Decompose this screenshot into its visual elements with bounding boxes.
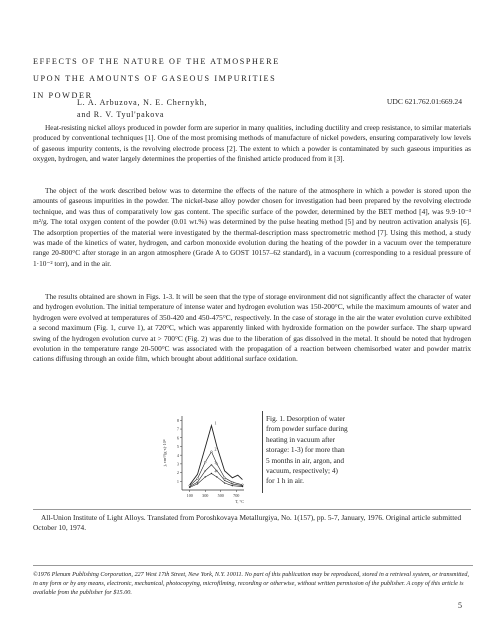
page-number: 5 <box>458 601 462 610</box>
paragraph-intro: Heat-resisting nickel alloys produced in powder form are superior in many qualities, including ductility and creep resistance, to similar materials produced by conventional techniques [1]. One of the most promising methods of manufacture of nickel powders, ensuring comparatively low levels of gaseous impurity contents, is the revolving electrode process [2]. The extent to which a powder is contaminated by such gaseous impurities as oxygen, hydrogen, and water largely determines the properties of the finished article produced from it [3]. <box>33 123 471 164</box>
series-label: 4 <box>214 468 217 474</box>
data-point <box>211 451 213 453</box>
data-point <box>205 476 206 477</box>
title-line-2: UPON THE AMOUNTS OF GASEOUS IMPURITIES <box>33 74 277 83</box>
series-label: 3 <box>214 459 217 465</box>
udc-code: UDC 621.762.01:669.24 <box>386 97 462 106</box>
title-line-3: IN POWDER <box>33 91 93 100</box>
y-tick-label: 5 <box>176 444 179 450</box>
series-label: 1 <box>214 420 217 426</box>
data-point <box>224 477 226 479</box>
x-tick-label: 700 <box>233 493 240 498</box>
copyright-notice: ©1976 Plenum Publishing Corporation, 227 West 17th Street, New York, N.Y. 10011. No part of this publication may be reproduced, stored in a retrieval system, or transmitted, in any form or by any means, electronic, mechanical, photocopying, microfilming, recording or otherwise, without written permission of the publisher. A copy of this article is available from the publisher for $15.00. <box>33 565 473 598</box>
data-point <box>197 478 199 480</box>
data-point <box>197 483 198 484</box>
y-tick-label: 6 <box>176 435 179 441</box>
data-point <box>204 461 206 463</box>
authors <box>77 97 207 121</box>
y-tick-label: 3 <box>176 461 179 467</box>
series-line-1 <box>190 426 243 485</box>
data-point <box>189 487 190 488</box>
y-tick-label: 8 <box>176 417 179 423</box>
data-point <box>211 473 212 474</box>
data-point <box>232 485 233 486</box>
data-point <box>242 486 243 487</box>
figure-caption: Fig. 1. Desorption of water from powder surface during heating in vacuum after storage: 1-3) for more than 5 months in air, argon, and vacuum, respectively; 4) for 1 h in air. <box>266 414 348 486</box>
data-point <box>224 482 225 483</box>
x-tick-label: 300 <box>202 493 209 498</box>
y-axis-label: j, cm³/(g·s)·10⁸ <box>162 439 167 467</box>
y-tick-label: 2 <box>176 470 179 476</box>
series-label: 2 <box>214 446 217 452</box>
title-line-1: EFFECTS OF THE NATURE OF THE ATMOSPHERE <box>33 57 280 66</box>
y-tick-label: 7 <box>176 426 179 432</box>
paragraph-results: The results obtained are shown in Figs. 1-3. It will be seen that the type of storage environment did not significantly affect the character of water and hydrogen evolution. The initial temperature of intense water and hydrogen evolution was 150-200°C, while the maximum amounts of water and hydrogen were evolved at temperatures of 350-420 and 450-475°C, respectively. In the case of storage in the air the water evolution curve exhibited a second maximum (Fig. 1, curve 1), at 720°C, which was apparently linked with hydroxide formation on the powder surface. The sharp upward swing of the hydrogen evolution curve at > 700°C (Fig. 2) was due to the liberation of gas dissolved in the metal. It should be noted that hydrogen evolution in the temperature range 20-500°C was associated with the propagation of a reaction between chemisorbed water and powder matrix cations diffusing through an oxide film, which brought about additional surface oxidation. <box>33 292 471 364</box>
series-line-4 <box>190 473 243 487</box>
caption-divider <box>262 411 263 493</box>
data-point <box>231 481 233 483</box>
y-tick-label: 1 <box>176 478 179 484</box>
data-point <box>216 476 217 477</box>
x-tick-label: 500 <box>217 493 224 498</box>
paragraph-method: The object of the work described below was to determine the effects of the nature of the atmosphere in which a powder is stored upon the amounts of gaseous impurities in the powder. The nickel-base alloy powder chosen for investigation had been prepared by the revolving electrode technique, and was thus of comparatively low gas content. The specific surface of the powder, determined by the BET method [4], was 9.9·10⁻³ m²/g. The total oxygen content of the powder (0.01 wt.%) was determined by the pulse heating method [5] and by neutron activation analysis [6]. The adsorption properties of the material were investigated by the thermal-description mass spectrometric method [7]. Using this method, a study was made of the kinetics of water, hydrogen, and carbon monoxide evolution during the heating of the powder in a vacuum over the temperature range 20-800°C after storage in an argon atmosphere (Grade A to GOST 10157–62 standard), in a vacuum (corresponding to a residual pressure of 1·10⁻² torr), and in the air. <box>33 186 471 268</box>
figure-1-chart <box>158 410 250 506</box>
footnote-rule <box>33 509 471 510</box>
y-tick-label: 4 <box>176 452 179 458</box>
authors-line-2: and R. V. Tyul'pakova <box>77 110 165 119</box>
x-axis-label: T, °C <box>235 499 244 504</box>
data-point <box>204 470 206 472</box>
x-tick-label: 100 <box>186 493 193 498</box>
data-point <box>211 464 213 466</box>
authors-line-1: L. A. Arbuzova, N. E. Chernykh, <box>77 98 208 107</box>
footnote: All-Union Institute of Light Alloys. Translated from Poroshkovaya Metallurgiya, No. 1(157), pp. 5-7, January, 1976. Original article submitted October 10, 1974. <box>33 513 462 533</box>
